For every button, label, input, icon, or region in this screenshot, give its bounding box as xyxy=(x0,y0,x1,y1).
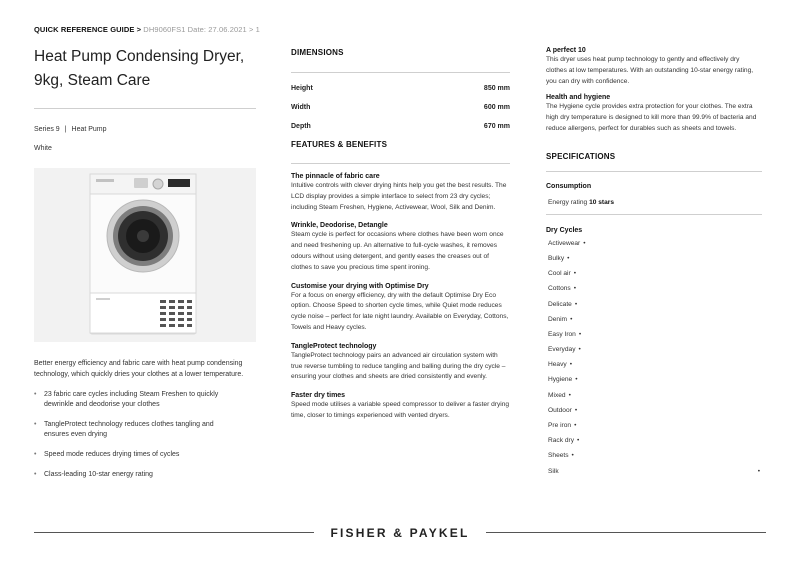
bullet-icon: • xyxy=(567,254,570,262)
list-item xyxy=(546,388,762,403)
product-series xyxy=(34,126,256,133)
guide-label: QUICK REFERENCE GUIDE > xyxy=(34,25,142,34)
product-color: White xyxy=(34,145,52,152)
series-label: Series 9 xyxy=(34,126,60,133)
cycle-name: Sheets xyxy=(548,452,569,460)
product-title-line1: Heat Pump Condensing Dryer, xyxy=(34,48,245,65)
consumption-title: Consumption xyxy=(546,182,592,190)
dry-cycles-list xyxy=(546,236,762,479)
dry-cycles-title: Dry Cycles xyxy=(546,226,583,234)
cycle-name: Delicate xyxy=(548,300,572,308)
feature-block xyxy=(291,392,510,422)
dimension-label: Width xyxy=(291,104,311,111)
feature-block xyxy=(291,283,510,334)
feature-block xyxy=(546,47,762,87)
feature-text: Speed mode utilises a variable speed compressor to deliver a faster drying time, closer to timings experienced with vented dryers. xyxy=(291,401,510,419)
left-column xyxy=(34,45,256,490)
cycle-name: Everyday xyxy=(548,346,576,354)
document-meta: DH9060FS1 Date: 27.06.2021 > 1 xyxy=(143,25,260,34)
list-item xyxy=(546,464,762,479)
feature-text: TangleProtect technology pairs an advanced air circulation system with true reverse tumbling to reduce tangling and balling during the dry cycle – ensuring your clothes and sheets are dried consistently and evenly. xyxy=(291,351,506,381)
table-row xyxy=(291,111,510,130)
bullet-icon: • xyxy=(574,422,577,430)
feature-text: The Hygiene cycle provides extra protection for your clothes. The extra high dry temperature is designed to kill more than 99.9% of bacteria and reduce allergens, perfect for durables such as sheets and towels. xyxy=(546,103,757,132)
list-item: • Class-leading 10-star energy rating xyxy=(34,470,236,480)
product-image xyxy=(34,168,256,342)
energy-rating-label: Energy rating xyxy=(548,198,588,206)
divider xyxy=(34,108,256,109)
dimension-value: 600 mm xyxy=(483,104,510,111)
bullet-icon: • xyxy=(574,406,578,414)
list-item xyxy=(546,251,762,266)
cycle-name: Easy Iron xyxy=(548,330,576,338)
dimension-value: 850 mm xyxy=(483,85,510,92)
list-item: • 23 fabric care cycles including Steam Freshen to quickly dewrinkle and deodorise your clothes xyxy=(34,390,236,410)
list-item: • Speed mode reduces drying times of cycles xyxy=(34,450,236,460)
list-item xyxy=(546,357,762,372)
dimensions-title: DIMENSIONS xyxy=(291,48,344,57)
list-item xyxy=(546,297,762,312)
list-item xyxy=(546,342,762,357)
list-item xyxy=(546,281,762,296)
feature-block xyxy=(291,343,510,383)
product-intro: Better energy efficiency and fabric care with heat pump condensing technology, which quickly dries your clothes at a lower temperature. xyxy=(34,360,244,378)
cycle-name: Pre iron xyxy=(548,422,572,430)
bullet-icon: • xyxy=(577,437,580,445)
right-column xyxy=(546,47,762,479)
list-item: • TangleProtect technology reduces clothes tangling and ensures even drying xyxy=(34,420,236,440)
bullet-icon: • xyxy=(568,391,571,399)
feature-heading: Health and hygiene xyxy=(546,94,611,102)
separator: | xyxy=(64,126,67,133)
cycle-name: Rack dry xyxy=(548,437,575,445)
product-title xyxy=(34,45,256,93)
bullet-icon: • xyxy=(569,361,573,369)
cycle-name: Cool air xyxy=(548,270,571,278)
feature-block xyxy=(291,173,510,213)
divider xyxy=(291,163,510,164)
cycle-name: Hygiene xyxy=(548,376,573,384)
brand-logo: FISHER & PAYKEL xyxy=(330,526,470,540)
list-item xyxy=(546,418,762,433)
feature-heading: TangleProtect technology xyxy=(291,342,377,350)
bullet-icon: • xyxy=(583,239,586,247)
product-title-line2: 9kg, Steam Care xyxy=(34,72,151,89)
feature-text: This dryer uses heat pump technology to gently and effectively dry clothes at low temperatures. With an outstanding 10-star energy rating, you can dry with confidence. xyxy=(546,56,754,85)
feature-block xyxy=(546,94,762,134)
cycle-name: Denim xyxy=(548,315,568,323)
cycle-name: Mixed xyxy=(548,391,566,399)
energy-rating-value: 10 stars xyxy=(589,198,614,206)
list-item xyxy=(546,372,762,387)
list-item xyxy=(546,448,762,463)
bullet-icon: • xyxy=(570,315,573,323)
middle-column xyxy=(291,48,510,422)
bullet-icon: • xyxy=(757,467,760,475)
bullet-icon: • xyxy=(571,452,574,460)
bullet-icon: • xyxy=(573,285,577,293)
feature-block xyxy=(291,222,510,273)
feature-heading: Faster dry times xyxy=(291,392,346,400)
feature-text: For a focus on energy efficiency, dry with the default Optimise Dry Eco option. Choose Speed to shorten cycle times, while Quiet mode reduces cycle noise – perfect for late night laundry. Available on Everyday, Cottons, Towels and Heavy cycles. xyxy=(291,291,509,331)
dimension-label: Height xyxy=(291,85,313,92)
bullet-icon: • xyxy=(578,346,581,354)
document-header xyxy=(34,25,260,34)
divider xyxy=(546,214,762,215)
bullet-icon: • xyxy=(575,376,578,384)
page-footer xyxy=(34,525,766,541)
feature-heading: A perfect 10 xyxy=(546,47,586,54)
divider xyxy=(546,171,762,172)
feature-heading: Customise your drying with Optimise Dry xyxy=(291,282,429,290)
list-item xyxy=(546,327,762,342)
list-item xyxy=(546,266,762,281)
divider xyxy=(486,532,766,533)
features-title: FEATURES & BENEFITS xyxy=(291,140,388,149)
cycle-name: Activewear xyxy=(548,239,581,247)
energy-rating xyxy=(546,199,762,206)
bullet-icon: • xyxy=(578,330,582,338)
dimension-value: 670 mm xyxy=(483,123,510,130)
bullet-icon: • xyxy=(574,300,578,308)
list-item xyxy=(546,403,762,418)
cycle-name: Heavy xyxy=(548,361,567,369)
list-item xyxy=(546,236,762,251)
dimensions-table xyxy=(291,73,510,130)
key-features-list xyxy=(34,390,256,480)
cycle-name: Cottons xyxy=(548,285,571,293)
type-label: Heat Pump xyxy=(71,126,107,133)
list-item xyxy=(546,433,762,448)
feature-text: Intuitive controls with clever drying hints help you get the best results. The LCD display provides a simple interface to select from 23 dry cycles; including Steam Freshen, Hygiene, Activewear, Wool, Silk and Denim. xyxy=(291,182,507,211)
specifications-title: SPECIFICATIONS xyxy=(546,151,616,161)
cycle-name: Silk xyxy=(548,467,559,475)
dryer-illustration xyxy=(34,168,256,342)
dimension-label: Depth xyxy=(291,123,311,130)
cycle-name: Bulky xyxy=(548,254,565,262)
feature-text: Steam cycle is perfect for occasions where clothes have been worn once and need freshening up. An alternative to full-cycle washes, it removes odours without using detergent, and gently eases the creases out of clothes to save you precious time spent ironing. xyxy=(291,231,504,271)
table-row xyxy=(291,73,510,92)
bullet-icon: • xyxy=(573,270,577,278)
cycle-name: Outdoor xyxy=(548,406,572,414)
feature-heading: The pinnacle of fabric care xyxy=(291,173,380,180)
list-item xyxy=(546,312,762,327)
feature-heading: Wrinkle, Deodorise, Detangle xyxy=(291,222,388,230)
table-row xyxy=(291,92,510,111)
